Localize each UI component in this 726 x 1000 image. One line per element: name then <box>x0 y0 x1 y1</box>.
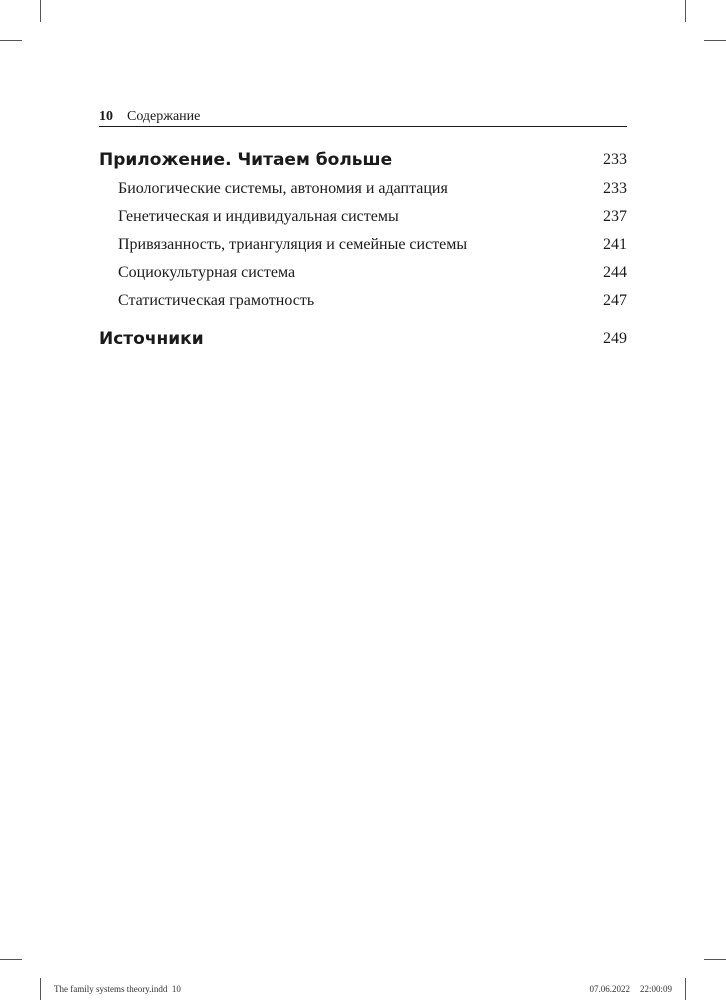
toc-item[interactable] <box>99 175 627 203</box>
toc-item[interactable] <box>99 203 627 231</box>
crop-mark-top-right-h <box>704 40 726 41</box>
page-number: 10 <box>99 109 113 124</box>
running-head-section: Содержание <box>127 109 201 124</box>
running-head <box>99 108 627 126</box>
toc-item-page: 247 <box>603 292 627 309</box>
slug-file-info <box>54 983 181 995</box>
slug-file-page: 10 <box>171 984 181 994</box>
table-of-contents <box>99 145 627 354</box>
crop-mark-top-left <box>40 0 41 22</box>
toc-entry-appendix[interactable] <box>99 145 627 175</box>
running-head-rule <box>99 126 627 127</box>
crop-mark-top-right <box>685 0 686 22</box>
toc-entry-title: Источники <box>99 329 204 349</box>
toc-item[interactable] <box>99 287 627 315</box>
toc-entry-title: Приложение. Читаем больше <box>99 150 393 170</box>
toc-item-page: 241 <box>603 236 627 253</box>
crop-mark-bottom-right-h <box>704 959 726 960</box>
slug-date: 07.06.2022 <box>589 984 630 994</box>
toc-item-page: 237 <box>603 208 627 225</box>
slug-timestamp <box>589 983 672 995</box>
toc-entry-page: 233 <box>603 151 627 168</box>
toc-item-title: Привязанность, триангуляция и семейные системы <box>118 236 468 253</box>
slug-time: 22:00:09 <box>639 984 672 994</box>
toc-item-title: Социокультурная система <box>118 264 296 281</box>
crop-mark-bottom-left-h <box>0 959 22 960</box>
toc-entry-sources[interactable] <box>99 324 627 354</box>
crop-mark-bottom-right <box>685 978 686 1000</box>
toc-item[interactable] <box>99 259 627 287</box>
slug-filename: The family systems theory.indd <box>54 984 168 994</box>
crop-mark-top-left-h <box>0 40 22 41</box>
toc-item-page: 233 <box>603 180 627 197</box>
toc-item-title: Статистическая грамотность <box>118 292 315 309</box>
toc-item-page: 244 <box>603 264 627 281</box>
toc-item-title: Генетическая и индивидуальная системы <box>118 208 399 225</box>
crop-mark-bottom-left <box>40 978 41 1000</box>
toc-entry-page: 249 <box>603 330 627 347</box>
toc-item-title: Биологические системы, автономия и адаптация <box>118 180 448 197</box>
toc-item[interactable] <box>99 231 627 259</box>
